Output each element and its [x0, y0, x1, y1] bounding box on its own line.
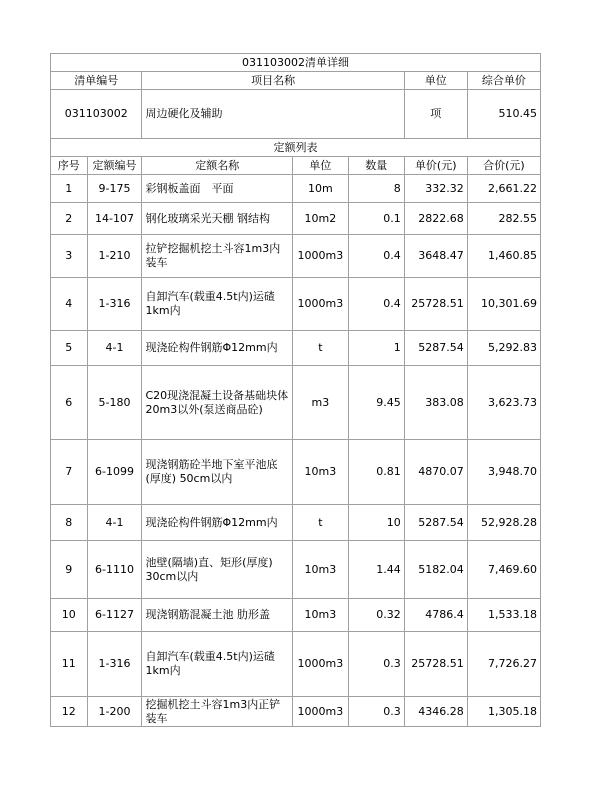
row-total: 7,726.27: [467, 632, 540, 697]
row-total: 3,623.73: [467, 366, 540, 440]
row-qty: 0.81: [348, 440, 404, 505]
row-no: 3: [51, 235, 88, 278]
list-price-header: 综合单价: [467, 72, 540, 90]
row-no: 5: [51, 331, 88, 366]
list-name: 周边硬化及辅助: [142, 90, 404, 139]
col-no-header: 序号: [51, 157, 88, 175]
row-total: 52,928.28: [467, 505, 540, 541]
col-qty-header: 数量: [348, 157, 404, 175]
table-row: [51, 697, 541, 727]
row-name: 池壁(隔墙)直、矩形(厚度) 30cm以内: [142, 541, 292, 599]
row-code: 1-210: [87, 235, 142, 278]
col-name-header: 定额名称: [142, 157, 292, 175]
row-name: C20现浇混凝土设备基础块体20m3以外(泵送商品砼): [142, 366, 292, 440]
table-row: [51, 541, 541, 599]
row-total: 10,301.69: [467, 278, 540, 331]
row-unit: 10m3: [292, 599, 348, 632]
row-qty: 0.4: [348, 278, 404, 331]
row-no: 11: [51, 632, 88, 697]
table-title: 031103002清单详细: [51, 54, 541, 72]
row-unit-price: 4346.28: [404, 697, 467, 727]
row-code: 5-180: [87, 366, 142, 440]
row-code: 1-316: [87, 278, 142, 331]
row-no: 4: [51, 278, 88, 331]
row-code: 9-175: [87, 175, 142, 203]
row-qty: 1: [348, 331, 404, 366]
row-unit: t: [292, 331, 348, 366]
row-unit-price: 4870.07: [404, 440, 467, 505]
row-code: 6-1099: [87, 440, 142, 505]
row-qty: 0.32: [348, 599, 404, 632]
row-qty: 10: [348, 505, 404, 541]
row-unit-price: 5287.54: [404, 331, 467, 366]
list-code: 031103002: [51, 90, 142, 139]
col-unit-price-header: 单价(元): [404, 157, 467, 175]
row-name: 钢化玻璃采光天棚 钢结构: [142, 203, 292, 235]
row-name: 拉铲挖掘机挖土斗容1m3内装车: [142, 235, 292, 278]
row-code: 1-316: [87, 632, 142, 697]
row-total: 1,305.18: [467, 697, 540, 727]
list-unit-header: 单位: [404, 72, 467, 90]
row-no: 9: [51, 541, 88, 599]
row-unit: 10m2: [292, 203, 348, 235]
list-code-header: 清单编号: [51, 72, 142, 90]
row-qty: 8: [348, 175, 404, 203]
row-unit-price: 25728.51: [404, 632, 467, 697]
row-unit-price: 5182.04: [404, 541, 467, 599]
row-unit: 10m3: [292, 541, 348, 599]
row-unit-price: 332.32: [404, 175, 467, 203]
row-no: 1: [51, 175, 88, 203]
row-unit-price: 2822.68: [404, 203, 467, 235]
row-unit: m3: [292, 366, 348, 440]
list-price: 510.45: [467, 90, 540, 139]
table-row: [51, 505, 541, 541]
row-name: 现浇钢筋砼半地下室平池底(厚度) 50cm以内: [142, 440, 292, 505]
row-unit-price: 383.08: [404, 366, 467, 440]
row-total: 3,948.70: [467, 440, 540, 505]
row-qty: 0.3: [348, 632, 404, 697]
col-code-header: 定额编号: [87, 157, 142, 175]
table-row: [51, 599, 541, 632]
col-total-header: 合价(元): [467, 157, 540, 175]
row-name: 自卸汽车(载重4.5t内)运碴1km内: [142, 278, 292, 331]
table-row: [51, 331, 541, 366]
row-code: 1-200: [87, 697, 142, 727]
row-total: 282.55: [467, 203, 540, 235]
row-unit: 1000m3: [292, 235, 348, 278]
row-name: 彩钢板盖面 平面: [142, 175, 292, 203]
row-code: 4-1: [87, 505, 142, 541]
row-qty: 0.4: [348, 235, 404, 278]
row-unit: t: [292, 505, 348, 541]
row-total: 1,460.85: [467, 235, 540, 278]
row-code: 6-1110: [87, 541, 142, 599]
row-code: 6-1127: [87, 599, 142, 632]
row-qty: 9.45: [348, 366, 404, 440]
row-qty: 0.3: [348, 697, 404, 727]
row-unit-price: 25728.51: [404, 278, 467, 331]
row-total: 1,533.18: [467, 599, 540, 632]
row-unit: 1000m3: [292, 697, 348, 727]
row-code: 4-1: [87, 331, 142, 366]
row-qty: 1.44: [348, 541, 404, 599]
table-row: [51, 440, 541, 505]
row-no: 10: [51, 599, 88, 632]
row-no: 2: [51, 203, 88, 235]
table-row: [51, 632, 541, 697]
row-unit-price: 5287.54: [404, 505, 467, 541]
col-unit-header: 单位: [292, 157, 348, 175]
row-total: 5,292.83: [467, 331, 540, 366]
row-unit: 10m3: [292, 440, 348, 505]
row-no: 6: [51, 366, 88, 440]
table-row: [51, 175, 541, 203]
row-total: 2,661.22: [467, 175, 540, 203]
row-unit: 10m: [292, 175, 348, 203]
row-name: 现浇砼构件钢筋Φ12mm内: [142, 331, 292, 366]
row-code: 14-107: [87, 203, 142, 235]
row-qty: 0.1: [348, 203, 404, 235]
row-name: 现浇钢筋混凝土池 肋形盖: [142, 599, 292, 632]
list-unit: 项: [404, 90, 467, 139]
row-no: 8: [51, 505, 88, 541]
row-unit: 1000m3: [292, 632, 348, 697]
row-no: 7: [51, 440, 88, 505]
table-row: [51, 203, 541, 235]
row-total: 7,469.60: [467, 541, 540, 599]
row-unit: 1000m3: [292, 278, 348, 331]
row-no: 12: [51, 697, 88, 727]
row-name: 挖掘机挖土斗容1m3内正铲装车: [142, 697, 292, 727]
quota-section-title: 定额列表: [51, 139, 541, 157]
row-unit-price: 4786.4: [404, 599, 467, 632]
row-unit-price: 3648.47: [404, 235, 467, 278]
table-row: [51, 235, 541, 278]
list-name-header: 项目名称: [142, 72, 404, 90]
table-row: [51, 278, 541, 331]
detail-table: [50, 53, 541, 727]
row-name: 现浇砼构件钢筋Φ12mm内: [142, 505, 292, 541]
row-name: 自卸汽车(载重4.5t内)运碴1km内: [142, 632, 292, 697]
table-row: [51, 366, 541, 440]
